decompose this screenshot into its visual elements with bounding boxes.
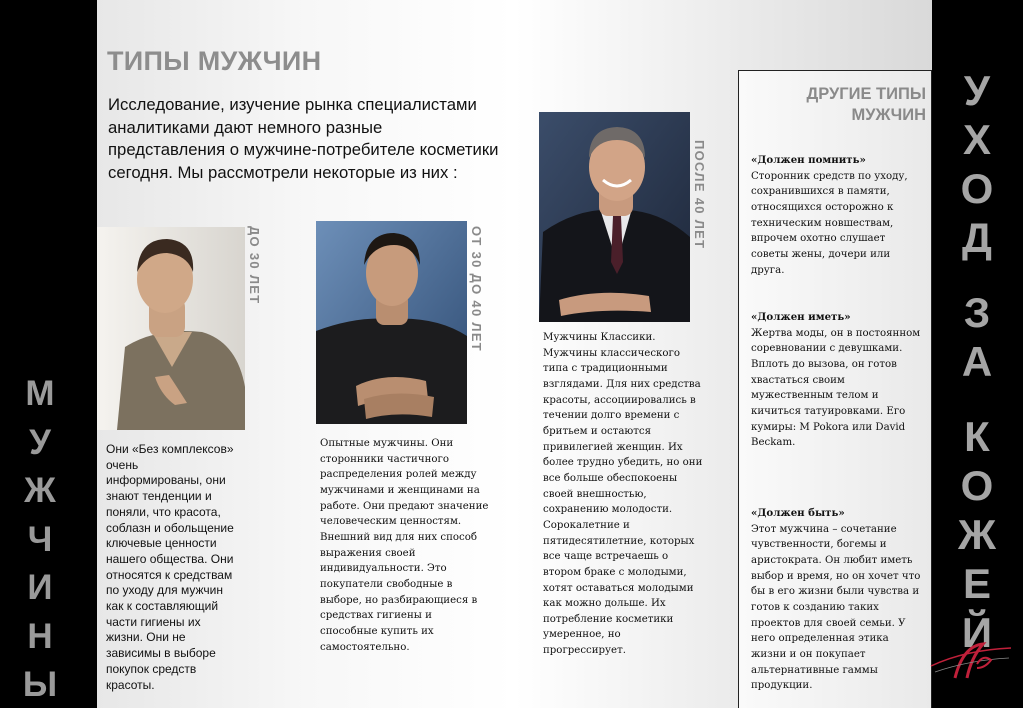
left-vertical-word xyxy=(10,370,70,708)
letter: Х xyxy=(962,116,991,163)
column-text-30-40: Опытные мужчины. Они сторонники частичного распределения ролей между мужчинами и женщинами на работе. Они предают значение человеческим ценностям. Внешний вид для них способ выражения своей индивидуальности. Это покупатели свободные в выборе, но разбирающиеся в средствах гигиены и способные купить их самостоятельно. xyxy=(320,438,489,653)
age-label-30-40: ОТ 30 ДО 40 ЛЕТ xyxy=(469,226,484,353)
letter: Д xyxy=(962,214,992,261)
letter: М xyxy=(25,374,55,413)
sidebar-section-heading: «Должен иметь» xyxy=(751,311,851,323)
letter: О xyxy=(960,462,994,509)
right-vertical-word xyxy=(942,66,1012,657)
letter: О xyxy=(960,165,994,212)
sidebar-section-text: Жертва моды, он в постоянном соревновании с девушками. Вплоть до вызова, он готов хвастаться своим мужественным телом и кичиться татуировками. Его кумиры: M Pokora или David Beckam. xyxy=(751,327,921,449)
sidebar-section-be xyxy=(751,506,923,694)
brand-logo-icon xyxy=(925,638,1015,684)
letter: У xyxy=(29,422,51,462)
letter: Ж xyxy=(24,471,56,510)
sidebar-section-text: Этот мужчина – сочетание чувственности, богемы и аристократа. Он любит иметь выбор и время, но он хочет что бы в его жизни были чувства и готов к созданию таких проектов для своей семьи. У него определенная этика жизни и он покупает альтернативные гаммы продукции. xyxy=(751,523,921,692)
letter: З xyxy=(963,289,991,336)
column-text-over-40: Мужчины Классики. Мужчины классического типа с традиционными взглядами. Для них средства красоты, ассоциировались в течении долго времени с бритьем и остаются привилегией женщин. Их более трудно убедить, но они все больше обеспокоены своей внешностью, сохранению молодости. Сорокалетние и пятидесятилетние, которых все чаще встречаешь о втором браке с молодыми, хотят оставаться молодыми как можно дольше. Их потребление косметики умеренное, но прогрессирует. xyxy=(543,332,703,657)
sidebar-section-text: Сторонник средств по уходу, сохранившихся в памяти, относящихся осторожно к техническим новшествам, впрочем охотно слушает советы жены, дочери или друга. xyxy=(751,170,908,276)
sidebar-section-heading: «Должен быть» xyxy=(751,507,845,519)
letter: И xyxy=(27,568,53,607)
photo-classic-man xyxy=(539,112,690,322)
sidebar-title: ДРУГИЕ ТИПЫ МУЖЧИН xyxy=(806,85,926,124)
letter: Н xyxy=(27,616,53,656)
age-label-under-30: ДО 30 ЛЕТ xyxy=(247,226,262,305)
letter: Е xyxy=(962,560,991,607)
letter: К xyxy=(964,413,990,460)
letter: Й xyxy=(961,609,993,656)
letter: А xyxy=(961,338,993,385)
intro-text: Исследование, изучение рынка специалистами аналитиками дают немного разные представления о мужчине-потребителе косметики сегодня. Мы рассмотрели некоторые из них : xyxy=(108,95,499,182)
letter: Ж xyxy=(958,511,996,558)
age-label-over-40: ПОСЛЕ 40 ЛЕТ xyxy=(692,140,707,250)
page-title: ТИПЫ МУЖЧИН xyxy=(107,46,322,76)
sidebar-section-remember xyxy=(751,153,923,278)
letter: У xyxy=(963,67,991,114)
sidebar-section-have xyxy=(751,310,923,451)
sidebar-section-heading: «Должен помнить» xyxy=(751,154,866,166)
letter: Ч xyxy=(27,519,53,559)
photo-mature-man xyxy=(316,221,467,424)
photo-young-man xyxy=(97,227,245,430)
column-text-under-30: Они «Без комплексов» очень информированы, они знают тенденции и поняли, что красота, соблазн и обольщение ключевые ценности нашего общества. Они относятся к средствам по уходу для мужчин как к составляющий части гигиены их жизни. Они не зависимы в выборе покупок средств красоты. xyxy=(106,442,234,692)
letter: Ы xyxy=(22,665,58,704)
